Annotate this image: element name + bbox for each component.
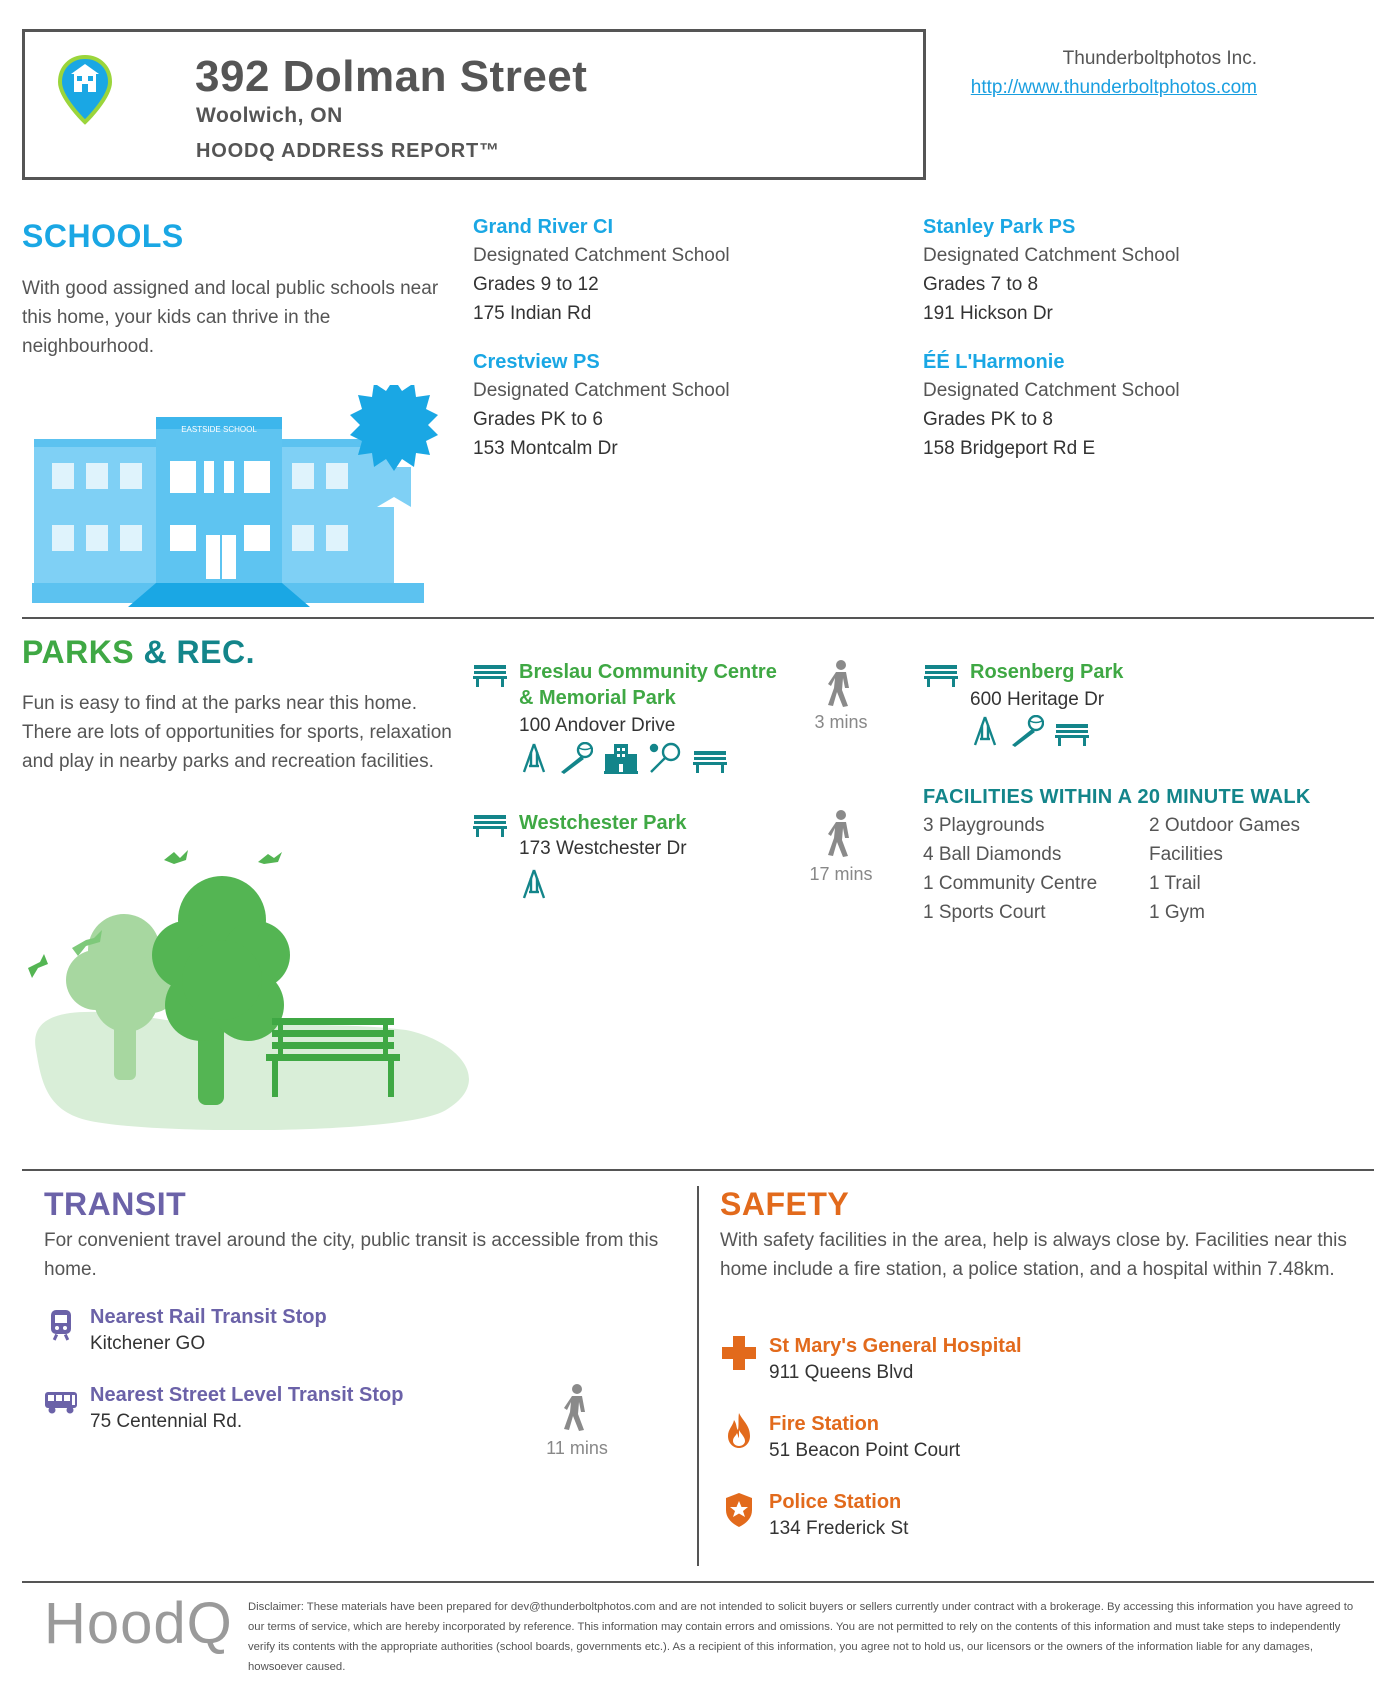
school-grades: Grades PK to 8: [923, 409, 1053, 430]
train-icon: [48, 1308, 74, 1342]
school-type: Designated Catchment School: [473, 380, 730, 401]
school-name[interactable]: Stanley Park PS: [923, 216, 1076, 238]
park-address: 100 Andover Drive: [519, 715, 676, 736]
hospital-cross-icon: [722, 1336, 756, 1370]
school-name[interactable]: Crestview PS: [473, 351, 600, 373]
facility-item: 3 Playgrounds: [923, 815, 1045, 836]
street-transit-value[interactable]: 75 Centennial Rd.: [90, 1411, 243, 1432]
park-name-line2[interactable]: & Memorial Park: [519, 687, 676, 709]
school-building-illustration: [32, 385, 456, 607]
park-address: 173 Westchester Dr: [519, 838, 687, 859]
park-illustration: [26, 840, 471, 1130]
walking-person-icon: [824, 660, 858, 708]
community-centre-icon: [604, 742, 638, 774]
police-station-label[interactable]: Police Station: [769, 1491, 902, 1513]
rail-transit-label: Nearest Rail Transit Stop: [90, 1306, 327, 1328]
disclaimer-text: Disclaimer: These materials have been prepared for dev@thunderboltphotos.com and are not intended to solicit buyers or sellers currently under contract with a brokerage. By accessing this information you have agreed to our terms of service, which are hereby incorporated by reference. This information may contain errors and omissions. You are not permitted to rely on the contents of this information and must take steps to independently verify its contents with the appropriate authorities (school boards, governments etc.). As a recipient of this information, you agree not to hold us, our licensors or the owners of the information liable for any damages, howsoever caused.: [248, 1601, 1354, 1673]
ball-diamond-icon: [1010, 715, 1044, 747]
school-grades: Grades 7 to 8: [923, 274, 1039, 295]
address-city: Woolwich, ON: [196, 104, 343, 127]
walk-time: 11 mins: [546, 1438, 608, 1458]
school-card: [473, 351, 730, 463]
playground-icon: [972, 715, 998, 747]
address-title: 392 Dolman Street: [195, 52, 588, 101]
police-station-address: 134 Frederick St: [769, 1518, 909, 1539]
facilities-heading: FACILITIES WITHIN A 20 MINUTE WALK: [923, 786, 1311, 808]
facility-item: 1 Gym: [1149, 902, 1205, 923]
section-divider: [22, 617, 1374, 619]
parks-heading-a: PARKS: [22, 634, 135, 670]
hospital: [769, 1335, 1022, 1384]
parks-heading: [22, 634, 255, 671]
ball-diamond-icon: [559, 742, 593, 774]
schools-heading: SCHOOLS: [22, 218, 184, 254]
company-website-link[interactable]: http://www.thunderboltphotos.com: [970, 77, 1257, 98]
street-transit: [90, 1384, 403, 1433]
bench-icon: [473, 665, 507, 687]
facility-item: Facilities: [1149, 844, 1223, 865]
rail-transit-value[interactable]: Kitchener GO: [90, 1333, 206, 1354]
facility-item: 2 Outdoor Games: [1149, 815, 1301, 836]
facility-item: 1 Community Centre: [923, 873, 1098, 894]
school-name[interactable]: Grand River CI: [473, 216, 614, 238]
fire-station-address: 51 Beacon Point Court: [769, 1440, 961, 1461]
school-grades: Grades PK to 6: [473, 409, 603, 430]
park-amenity-icons: [972, 715, 1089, 751]
parks-description: Fun is easy to find at the parks near this home. There are lots of opportunities for sports, relaxation and play in nearby parks and recreation facilities.: [22, 693, 452, 772]
school-card: [923, 351, 1180, 463]
walking-person-icon: [560, 1384, 594, 1432]
rail-transit: [90, 1306, 327, 1355]
walk-time: 3 mins: [814, 712, 868, 732]
school-card: [923, 216, 1180, 328]
schools-description: With good assigned and local public schools near this home, your kids can thrive in the neighbourhood.: [22, 278, 439, 357]
bench-icon: [473, 815, 507, 837]
park-card: [519, 659, 777, 737]
walk-time: 17 mins: [809, 864, 873, 884]
section-divider: [22, 1169, 1374, 1171]
hospital-label[interactable]: St Mary's General Hospital: [769, 1335, 1022, 1357]
walking-person-icon: [824, 810, 858, 858]
bench-icon: [693, 746, 727, 778]
bench-icon: [1055, 719, 1089, 751]
fire-icon: [726, 1412, 752, 1450]
school-address: 158 Bridgeport Rd E: [923, 438, 1096, 459]
safety-heading: SAFETY: [720, 1186, 850, 1222]
school-name[interactable]: ÉÉ L'Harmonie: [923, 351, 1065, 373]
park-name-line1[interactable]: Breslau Community Centre: [519, 661, 777, 683]
section-divider: [22, 1581, 1374, 1583]
bus-icon: [44, 1390, 78, 1414]
park-card: [970, 659, 1123, 711]
park-name-line1[interactable]: Rosenberg Park: [970, 661, 1124, 683]
facility-item: 1 Sports Court: [923, 902, 1046, 923]
school-type: Designated Catchment School: [923, 245, 1180, 266]
report-title: HOODQ ADDRESS REPORT™: [196, 140, 500, 162]
park-name-line1[interactable]: Westchester Park: [519, 812, 687, 834]
school-type: Designated Catchment School: [923, 380, 1180, 401]
school-address: 175 Indian Rd: [473, 303, 592, 324]
school-type: Designated Catchment School: [473, 245, 730, 266]
facilities-list-left: [923, 811, 1143, 927]
school-card: [473, 216, 730, 328]
park-amenity-icons: [521, 742, 727, 778]
safety-description: With safety facilities in the area, help is always close by. Facilities near this home include a fire station, a police station, and a hospital within 7.48km.: [720, 1230, 1347, 1280]
park-address: 600 Heritage Dr: [970, 689, 1105, 710]
school-address: 191 Hickson Dr: [923, 303, 1053, 324]
hospital-address: 911 Queens Blvd: [769, 1362, 914, 1383]
playground-icon: [521, 742, 547, 774]
street-transit-label: Nearest Street Level Transit Stop: [90, 1384, 404, 1406]
parks-heading-b: & REC.: [134, 634, 255, 670]
hoodq-logo: HoodQ: [44, 1591, 233, 1656]
facility-item: 4 Ball Diamonds: [923, 844, 1062, 865]
bench-icon: [924, 665, 958, 687]
playground-icon: [521, 868, 547, 900]
police-badge-icon: [724, 1492, 754, 1528]
school-sign-text: EASTSIDE SCHOOL: [181, 425, 257, 434]
company-name: Thunderboltphotos Inc.: [1062, 48, 1257, 69]
fire-station: [769, 1413, 960, 1462]
school-grades: Grades 9 to 12: [473, 274, 599, 295]
column-divider: [697, 1186, 699, 1566]
home-pin-icon: [56, 54, 114, 126]
facility-item: 1 Trail: [1149, 873, 1201, 894]
transit-description: For convenient travel around the city, public transit is accessible from this home.: [44, 1230, 659, 1280]
fire-station-label[interactable]: Fire Station: [769, 1413, 880, 1435]
transit-heading: TRANSIT: [44, 1186, 187, 1222]
police-station: [769, 1491, 908, 1540]
sports-court-icon: [648, 742, 682, 774]
facilities-list-right: [1149, 811, 1369, 927]
school-address: 153 Montcalm Dr: [473, 438, 618, 459]
park-card: [519, 810, 687, 860]
